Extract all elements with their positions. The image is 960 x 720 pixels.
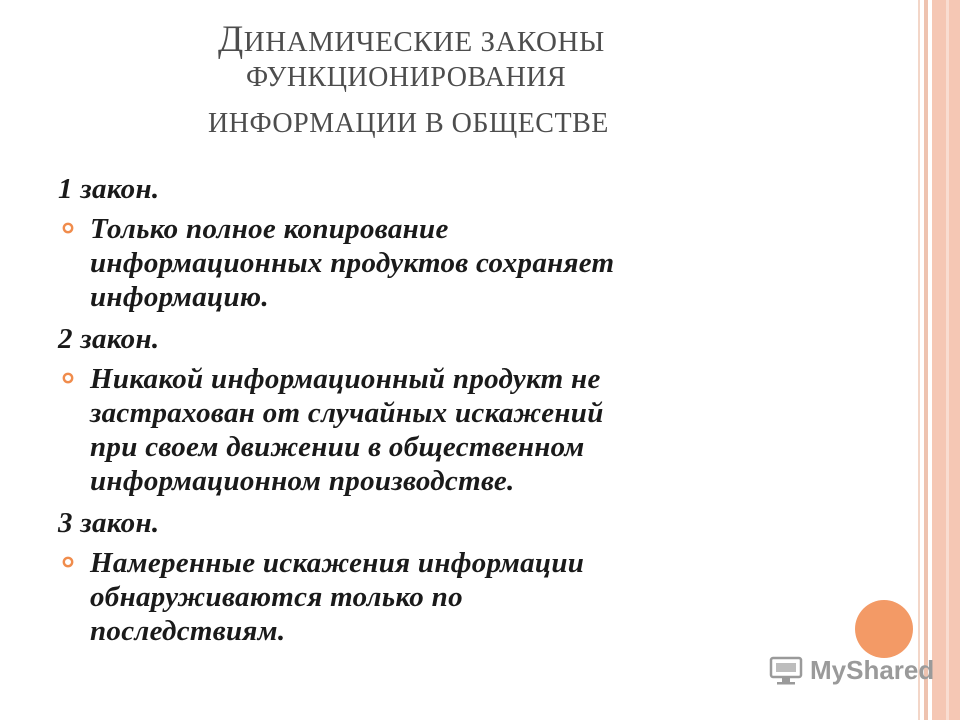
watermark-text: MyShared [810,655,935,685]
law-text [58,546,818,648]
monitor-icon [768,656,804,686]
law-text [58,362,818,498]
title-line-1-rest: ИНАМИЧЕСКИЕ ЗАКОНЫ [243,26,605,58]
law-label: 1 закон. [58,173,160,205]
hollow-circle-bullet-icon [62,556,74,568]
law-label: 2 закон. [58,323,160,355]
law-text-line: Намеренные искажения информации [90,547,585,579]
slide-title-line-1 [218,18,960,61]
slide-title-line-3: ИНФОРМАЦИИ В ОБЩЕСТВЕ [208,108,609,139]
law-text-line: при своем движении в общественном [90,431,585,463]
law-label: 3 закон. [58,507,160,539]
law-text-line: последствиям. [90,615,286,647]
law-text-line: Никакой информационный продукт не [90,363,601,395]
law-text-line: застрахован от случайных искажений [90,397,604,429]
law-text-line: информационном производстве. [90,465,515,497]
myshared-logo [768,655,934,686]
hollow-circle-bullet-icon [62,372,74,384]
law-text-line: Только полное копирование [90,213,449,245]
hollow-circle-bullet-icon [62,222,74,234]
law-text-line: информацию. [90,281,269,313]
accent-circle [855,600,913,658]
law-text-line: информационных продуктов сохраняет [90,247,615,279]
law-text-line: обнаруживаются только по [90,581,463,613]
slide-title-line-2: ФУНКЦИОНИРОВАНИЯ [246,62,567,93]
title-first-letter: Д [218,19,244,60]
laws-list [58,172,818,656]
law-text [58,212,818,314]
